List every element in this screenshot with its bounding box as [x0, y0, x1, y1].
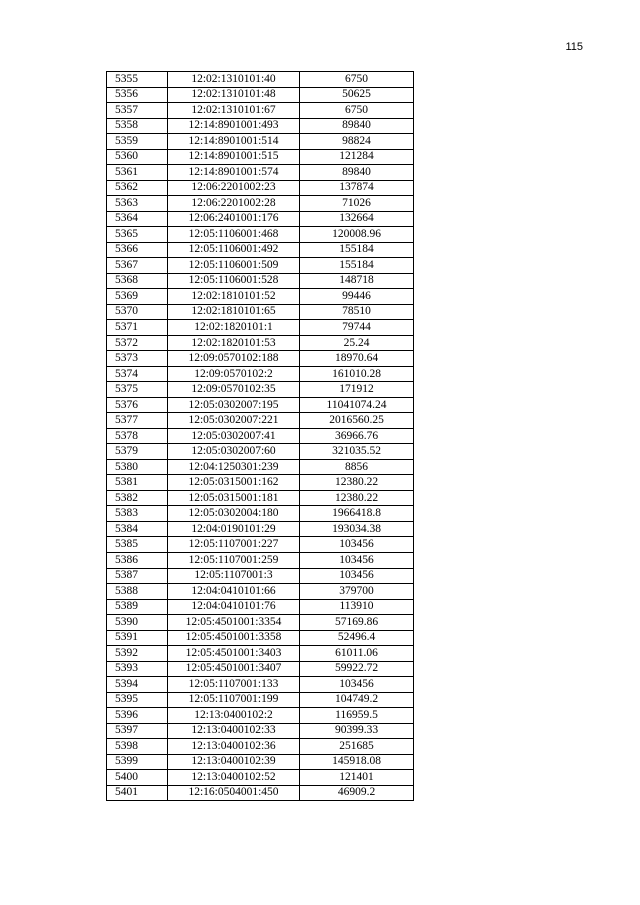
table-row: [107, 428, 414, 444]
cadastral-number-cell: 12:05:0315001:162: [168, 475, 300, 491]
cadastral-number-cell: 12:16:0504001:450: [168, 785, 300, 801]
cadastral-number-cell: 12:13:0400102:2: [168, 708, 300, 724]
row-number-cell: 5372: [107, 335, 168, 351]
table-row: [107, 118, 414, 134]
row-number-cell: 5362: [107, 180, 168, 196]
value-cell: 46909.2: [300, 785, 414, 801]
row-number-cell: 5358: [107, 118, 168, 134]
row-number-cell: 5386: [107, 552, 168, 568]
row-number-cell: 5361: [107, 165, 168, 181]
cadastral-number-cell: 12:05:1106001:492: [168, 242, 300, 258]
value-cell: 12380.22: [300, 490, 414, 506]
value-cell: 1966418.8: [300, 506, 414, 522]
row-number-cell: 5365: [107, 227, 168, 243]
table-row: [107, 568, 414, 584]
value-cell: 321035.52: [300, 444, 414, 460]
row-number-cell: 5400: [107, 770, 168, 786]
cadastral-number-cell: 12:05:4501001:3358: [168, 630, 300, 646]
table-row: [107, 584, 414, 600]
cadastral-number-cell: 12:09:0570102:35: [168, 382, 300, 398]
row-number-cell: 5390: [107, 615, 168, 631]
table-body: [107, 72, 414, 801]
row-number-cell: 5395: [107, 692, 168, 708]
value-cell: 61011.06: [300, 646, 414, 662]
row-number-cell: 5388: [107, 584, 168, 600]
row-number-cell: 5397: [107, 723, 168, 739]
value-cell: 137874: [300, 180, 414, 196]
table-row: [107, 72, 414, 88]
cadastral-number-cell: 12:06:2201002:28: [168, 196, 300, 212]
value-cell: 148718: [300, 273, 414, 289]
value-cell: 103456: [300, 677, 414, 693]
row-number-cell: 5387: [107, 568, 168, 584]
cadastral-number-cell: 12:05:1107001:3: [168, 568, 300, 584]
cadastral-number-cell: 12:06:2201002:23: [168, 180, 300, 196]
row-number-cell: 5379: [107, 444, 168, 460]
row-number-cell: 5375: [107, 382, 168, 398]
row-number-cell: 5367: [107, 258, 168, 274]
value-cell: 59922.72: [300, 661, 414, 677]
row-number-cell: 5366: [107, 242, 168, 258]
table-row: [107, 227, 414, 243]
cadastral-number-cell: 12:14:8901001:515: [168, 149, 300, 165]
table-row: [107, 646, 414, 662]
cadastral-number-cell: 12:02:1310101:48: [168, 87, 300, 103]
cadastral-number-cell: 12:05:0302007:221: [168, 413, 300, 429]
row-number-cell: 5396: [107, 708, 168, 724]
value-cell: 18970.64: [300, 351, 414, 367]
value-cell: 120008.96: [300, 227, 414, 243]
value-cell: 8856: [300, 459, 414, 475]
row-number-cell: 5384: [107, 521, 168, 537]
cadastral-number-cell: 12:05:1107001:133: [168, 677, 300, 693]
value-cell: 11041074.24: [300, 397, 414, 413]
table-row: [107, 723, 414, 739]
cadastral-number-cell: 12:04:0410101:76: [168, 599, 300, 615]
table-row: [107, 692, 414, 708]
cadastral-number-cell: 12:13:0400102:39: [168, 754, 300, 770]
row-number-cell: 5374: [107, 366, 168, 382]
row-number-cell: 5393: [107, 661, 168, 677]
value-cell: 132664: [300, 211, 414, 227]
cadastral-number-cell: 12:02:1310101:67: [168, 103, 300, 119]
value-cell: 161010.28: [300, 366, 414, 382]
table-row: [107, 521, 414, 537]
value-cell: 6750: [300, 72, 414, 88]
cadastral-number-cell: 12:05:1106001:528: [168, 273, 300, 289]
value-cell: 113910: [300, 599, 414, 615]
value-cell: 98824: [300, 134, 414, 150]
cadastral-number-cell: 12:09:0570102:188: [168, 351, 300, 367]
value-cell: 89840: [300, 165, 414, 181]
table-row: [107, 180, 414, 196]
table-row: [107, 258, 414, 274]
row-number-cell: 5401: [107, 785, 168, 801]
table-row: [107, 537, 414, 553]
table-row: [107, 754, 414, 770]
value-cell: 155184: [300, 258, 414, 274]
value-cell: 2016560.25: [300, 413, 414, 429]
data-table: [106, 71, 414, 801]
cadastral-number-cell: 12:05:4501001:3354: [168, 615, 300, 631]
row-number-cell: 5373: [107, 351, 168, 367]
cadastral-number-cell: 12:05:0302007:41: [168, 428, 300, 444]
table-row: [107, 165, 414, 181]
table-row: [107, 382, 414, 398]
table-row: [107, 87, 414, 103]
table-row: [107, 661, 414, 677]
value-cell: 50625: [300, 87, 414, 103]
table-row: [107, 273, 414, 289]
cadastral-number-cell: 12:05:1106001:509: [168, 258, 300, 274]
cadastral-number-cell: 12:02:1820101:53: [168, 335, 300, 351]
table-row: [107, 289, 414, 305]
value-cell: 36966.76: [300, 428, 414, 444]
value-cell: 171912: [300, 382, 414, 398]
row-number-cell: 5399: [107, 754, 168, 770]
row-number-cell: 5377: [107, 413, 168, 429]
table-row: [107, 459, 414, 475]
value-cell: 6750: [300, 103, 414, 119]
table-row: [107, 444, 414, 460]
table-row: [107, 785, 414, 801]
row-number-cell: 5383: [107, 506, 168, 522]
table-row: [107, 615, 414, 631]
row-number-cell: 5392: [107, 646, 168, 662]
row-number-cell: 5359: [107, 134, 168, 150]
row-number-cell: 5380: [107, 459, 168, 475]
table-row: [107, 475, 414, 491]
value-cell: 79744: [300, 320, 414, 336]
value-cell: 379700: [300, 584, 414, 600]
cadastral-number-cell: 12:05:1107001:199: [168, 692, 300, 708]
table-row: [107, 242, 414, 258]
table-row: [107, 490, 414, 506]
cadastral-number-cell: 12:05:1106001:468: [168, 227, 300, 243]
row-number-cell: 5381: [107, 475, 168, 491]
row-number-cell: 5357: [107, 103, 168, 119]
cadastral-number-cell: 12:05:1107001:259: [168, 552, 300, 568]
table-row: [107, 677, 414, 693]
table-row: [107, 552, 414, 568]
value-cell: 52496.4: [300, 630, 414, 646]
value-cell: 71026: [300, 196, 414, 212]
value-cell: 57169.86: [300, 615, 414, 631]
cadastral-number-cell: 12:14:8901001:514: [168, 134, 300, 150]
row-number-cell: 5391: [107, 630, 168, 646]
table-row: [107, 739, 414, 755]
value-cell: 155184: [300, 242, 414, 258]
table-row: [107, 599, 414, 615]
cadastral-number-cell: 12:13:0400102:33: [168, 723, 300, 739]
value-cell: 121284: [300, 149, 414, 165]
cadastral-number-cell: 12:14:8901001:493: [168, 118, 300, 134]
value-cell: 103456: [300, 537, 414, 553]
table-row: [107, 770, 414, 786]
table-row: [107, 335, 414, 351]
cadastral-number-cell: 12:05:4501001:3407: [168, 661, 300, 677]
value-cell: 121401: [300, 770, 414, 786]
table-row: [107, 149, 414, 165]
cadastral-number-cell: 12:02:1810101:52: [168, 289, 300, 305]
table-row: [107, 320, 414, 336]
value-cell: 103456: [300, 568, 414, 584]
table-row: [107, 134, 414, 150]
value-cell: 103456: [300, 552, 414, 568]
table-row: [107, 506, 414, 522]
row-number-cell: 5360: [107, 149, 168, 165]
cadastral-number-cell: 12:14:8901001:574: [168, 165, 300, 181]
row-number-cell: 5369: [107, 289, 168, 305]
cadastral-number-cell: 12:05:0315001:181: [168, 490, 300, 506]
cadastral-number-cell: 12:13:0400102:52: [168, 770, 300, 786]
value-cell: 193034.38: [300, 521, 414, 537]
cadastral-number-cell: 12:02:1820101:1: [168, 320, 300, 336]
table-row: [107, 413, 414, 429]
cadastral-number-cell: 12:09:0570102:2: [168, 366, 300, 382]
row-number-cell: 5394: [107, 677, 168, 693]
table-row: [107, 103, 414, 119]
cadastral-number-cell: 12:04:0410101:66: [168, 584, 300, 600]
cadastral-number-cell: 12:06:2401001:176: [168, 211, 300, 227]
row-number-cell: 5398: [107, 739, 168, 755]
cadastral-number-cell: 12:05:0302004:180: [168, 506, 300, 522]
value-cell: 104749.2: [300, 692, 414, 708]
value-cell: 90399.33: [300, 723, 414, 739]
row-number-cell: 5355: [107, 72, 168, 88]
row-number-cell: 5382: [107, 490, 168, 506]
row-number-cell: 5385: [107, 537, 168, 553]
value-cell: 145918.08: [300, 754, 414, 770]
table-row: [107, 397, 414, 413]
table-row: [107, 708, 414, 724]
cadastral-number-cell: 12:13:0400102:36: [168, 739, 300, 755]
table-row: [107, 304, 414, 320]
cadastral-number-cell: 12:05:1107001:227: [168, 537, 300, 553]
value-cell: 116959.5: [300, 708, 414, 724]
cadastral-number-cell: 12:04:1250301:239: [168, 459, 300, 475]
row-number-cell: 5363: [107, 196, 168, 212]
cadastral-number-cell: 12:04:0190101:29: [168, 521, 300, 537]
cadastral-number-cell: 12:05:4501001:3403: [168, 646, 300, 662]
row-number-cell: 5364: [107, 211, 168, 227]
table-row: [107, 366, 414, 382]
value-cell: 89840: [300, 118, 414, 134]
row-number-cell: 5378: [107, 428, 168, 444]
row-number-cell: 5389: [107, 599, 168, 615]
cadastral-number-cell: 12:05:0302007:195: [168, 397, 300, 413]
cadastral-number-cell: 12:02:1810101:65: [168, 304, 300, 320]
table-row: [107, 211, 414, 227]
value-cell: 99446: [300, 289, 414, 305]
table-row: [107, 196, 414, 212]
cadastral-number-cell: 12:05:0302007:60: [168, 444, 300, 460]
value-cell: 12380.22: [300, 475, 414, 491]
page-number: 115: [565, 41, 583, 53]
cadastral-number-cell: 12:02:1310101:40: [168, 72, 300, 88]
row-number-cell: 5370: [107, 304, 168, 320]
value-cell: 251685: [300, 739, 414, 755]
table-row: [107, 351, 414, 367]
row-number-cell: 5376: [107, 397, 168, 413]
table-row: [107, 630, 414, 646]
value-cell: 25.24: [300, 335, 414, 351]
value-cell: 78510: [300, 304, 414, 320]
row-number-cell: 5368: [107, 273, 168, 289]
row-number-cell: 5371: [107, 320, 168, 336]
row-number-cell: 5356: [107, 87, 168, 103]
